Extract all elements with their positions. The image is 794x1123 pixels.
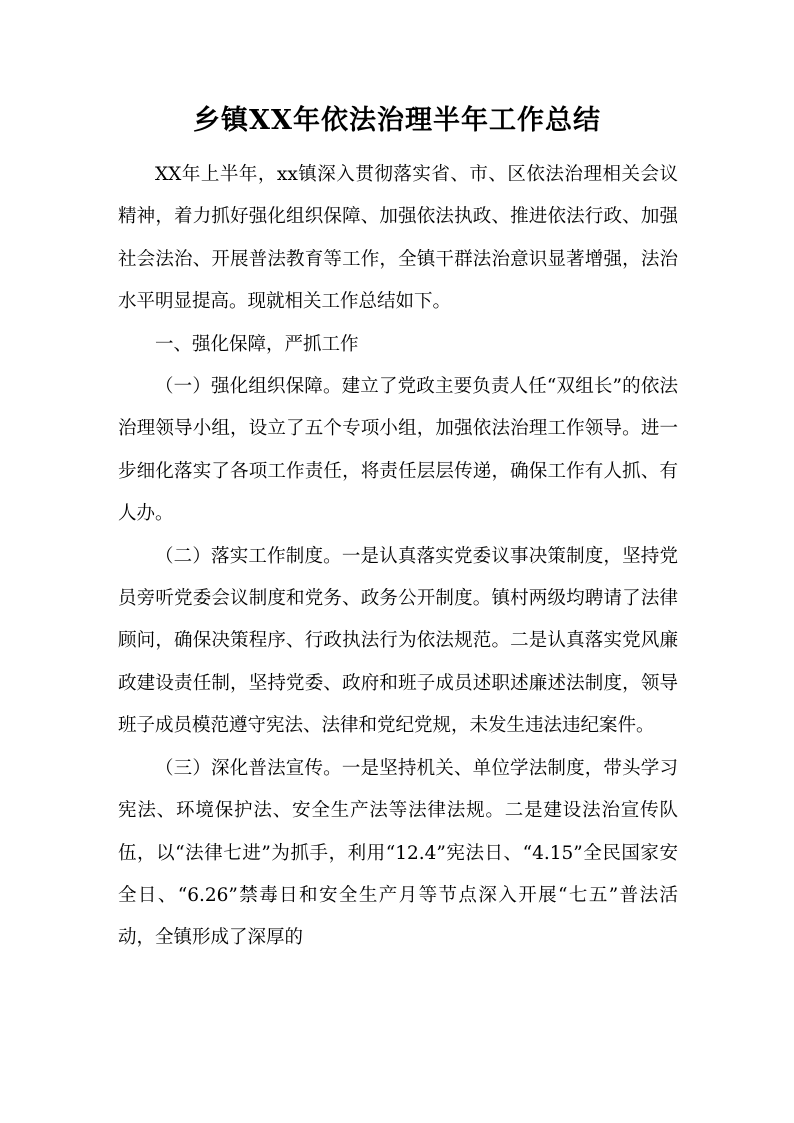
subsection-paragraph-2: （二）落实工作制度。一是认真落实党委议事决策制度，坚持党员旁听党委会议制度和党务、政务公开制度。镇村两级均聘请了法律顾问，确保决策程序、行政执法行为依法规范。二是认真落实党风廉政建设责任制，坚持党委、政府和班子成员述职述廉述法制度，领导班子成员模范遵守宪法、法律和党纪党规，未发生违法违纪案件。 bbox=[118, 545, 678, 737]
subsection-paragraph-1: （一）强化组织保障。建立了党政主要负责人任“双组长”的依法治理领导小组，设立了五个专项小组，加强依法治理工作领导。进一步细化落实了各项工作责任，将责任层层传递，确保工作有人抓、有人办。 bbox=[118, 376, 678, 525]
document-title: 乡镇XX年依法治理半年工作总结 bbox=[193, 105, 601, 136]
subsection-paragraph-3: （三）深化普法宣传。一是坚持机关、单位学法制度，带头学习宪法、环境保护法、安全生产法等法律法规。二是建设法治宣传队伍，以“法律七进”为抓手，利用“12.4”宪法日、“4.15”全民国家安全日、“6.26”禁毒日和安全生产月等节点深入开展“七五”普法活动，全镇形成了深厚的 bbox=[118, 757, 678, 949]
section-heading-1: 一、强化保障，严抓工作 bbox=[155, 333, 359, 355]
intro-paragraph: XX年上半年，xx镇深入贯彻落实省、市、区依法治理相关会议精神，着力抓好强化组织保障、加强依法执政、推进依法行政、加强社会法治、开展普法教育等工作，全镇干群法治意识显著增强，法治水平明显提高。现就相关工作总结如下。 bbox=[118, 164, 678, 313]
document-body bbox=[118, 154, 678, 960]
